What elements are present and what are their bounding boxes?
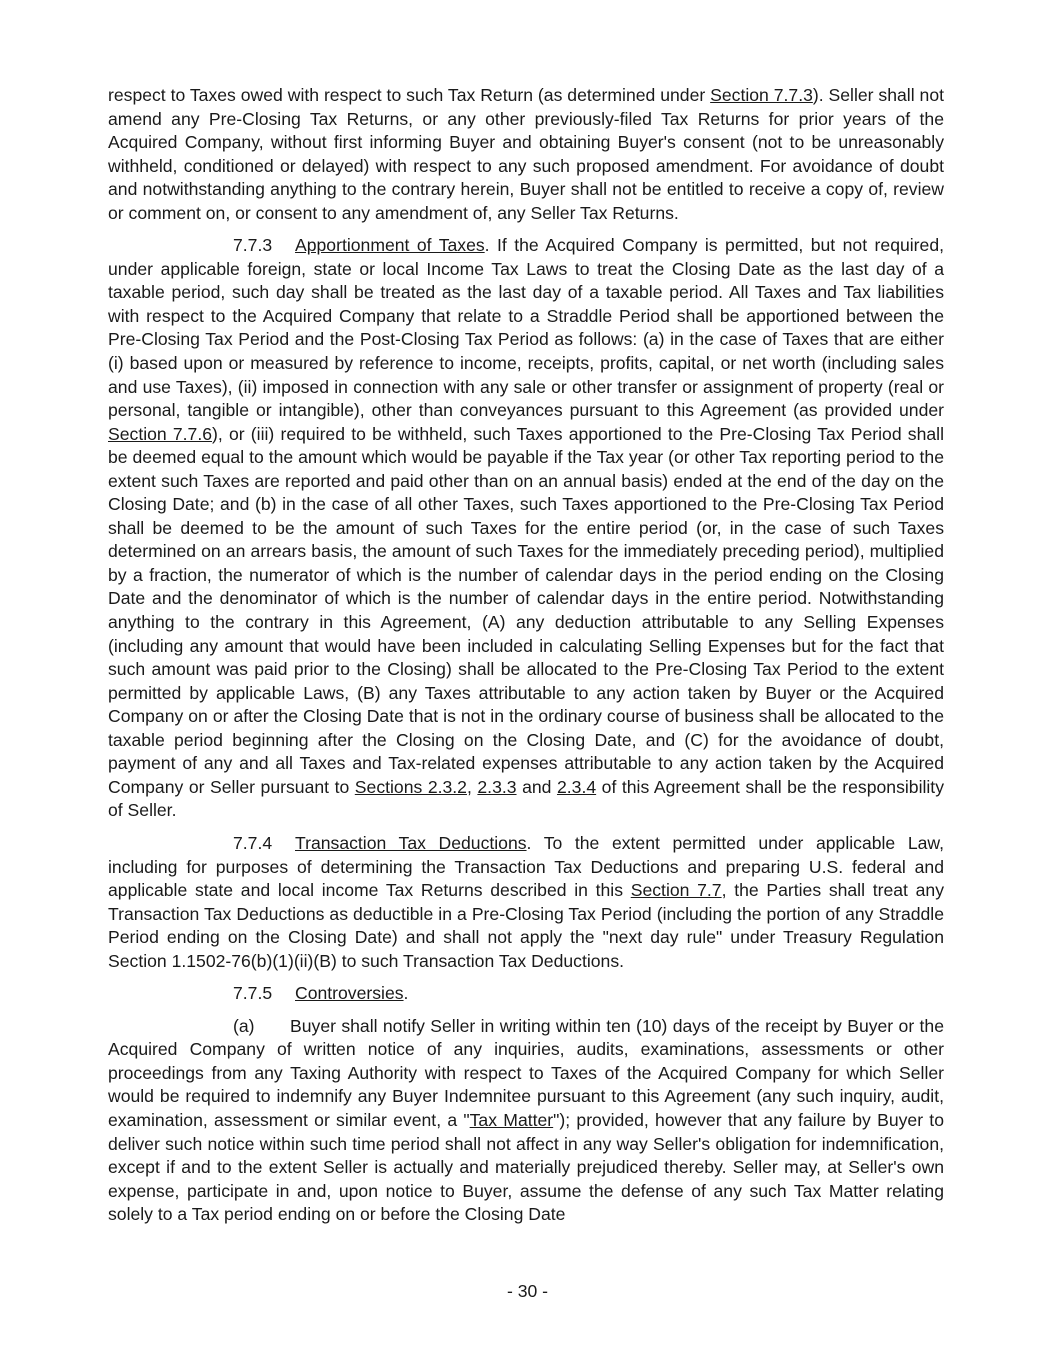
text-run: . If the Acquired Company is permitted, but not required, under applicable foreign, state or local Income Tax Laws to treat the Closing Date as the last day of a taxable period, such day shall be treated as the last day of a taxable period. All Taxes and Tax liabilities with respect to the Acquired Company that relate to a Straddle Period shall be apportioned between the Pre-Closing Tax Period and the Post-Closing Tax Period as follows: (a) in the case of Taxes that are either (i) based upon or measured by reference to income, receipts, profits, capital, or net worth (including sales and use Taxes), (ii) imposed in connection with any sale or other transfer or assignment of property (real or personal, tangible or intangible), other than conveyances pursuant to this Agreement (as provided under: [108, 235, 944, 421]
text-run: Buyer shall notify Seller in writing within ten (10) days of the receipt by Buyer or the Acquired Company of written notice of any inquiries, audits, examinations, assessments or other proceedings from any Taxing Authority with respect to Taxes of the Acquired Company for which Seller would be required to indemnify any Buyer Indemnitee pursuant to this Agreement (any such inquiry, audit, examination, assessment or similar event, a ": [108, 1015, 944, 1130]
paragraph-continuation: [108, 84, 944, 225]
text-run: "); provided, however that any failure by Buyer to deliver such notice within such time period shall not affect in any way Seller's obligation for indemnification, except if and to the extent Seller is actually and materially prejudiced thereby. Seller may, at Seller's own expense, participate in and, upon notice to Buyer, assume the defense of any such Tax Matter relating solely to a Tax period ending on or before the Closing Date: [108, 1109, 944, 1225]
section-heading: Apportionment of Taxes: [295, 235, 485, 256]
document-page: [108, 84, 944, 1236]
text-run: ). Seller shall not amend any Pre-Closing Tax Returns, or any other previously-filed Tax Returns for prior years of the Acquired Company, without first informing Buyer and obtaining Buyer's consent (not to be unreasonably withheld, conditioned or delayed) with respect to any such proposed amendment. For avoidance of doubt and notwithstanding anything to the contrary herein, Buyer shall not be entitled to receive a copy of, review or comment on, or consent to any amendment of, any Seller Tax Returns.: [108, 85, 944, 223]
section-7-7-5-heading: [108, 982, 944, 1006]
section-reference: Section 7.7.6: [108, 423, 213, 444]
section-reference: Section 7.7.3: [710, 85, 813, 105]
text-run: of this Agreement shall be the responsibility of Seller.: [108, 776, 944, 821]
text-run: respect to Taxes owed with respect to such Tax Return (as determined under: [108, 85, 711, 105]
section-reference: 2.3.3: [477, 776, 517, 797]
text-run: , the Parties shall treat any Transaction Tax Deductions as deductible in a Pre-Closing Tax Period (including the portion of any Straddle Period ending on the Closing Date) and shall not apply the "next day rule" under Treasury Regulation Section 1.1502-76(b)(1)(ii)(B) to such Transaction Tax Deductions.: [108, 880, 944, 971]
section-number: 7.7.3: [233, 235, 273, 256]
text-run: and: [516, 776, 557, 797]
text-run: .: [403, 983, 409, 1004]
section-7-7-4-paragraph: [108, 832, 944, 973]
text-run: . To the extent permitted under applicable Law, including for purposes of determining the Transaction Tax Deductions and preparing U.S. federal and applicable state and local income Tax Returns described in this: [108, 832, 945, 901]
section-reference: Section 7.7: [630, 880, 722, 901]
defined-term: Tax Matter: [469, 1109, 554, 1130]
text-run: ), or (iii) required to be withheld, such Taxes apportioned to the Pre-Closing Tax Period shall be deemed equal to the amount which would be payable if the Tax year (or other Tax reporting period to the extent such Taxes are reported and paid other than on an annual basis) ended at the end of the day on the Closing Date; and (b) in the case of all other Taxes, such Taxes apportioned to the Pre-Closing Tax Period shall be deemed to be the amount of such Taxes for the entire period (or, in the case of such Taxes determined on an arrears basis, the amount of such Taxes for the immediately preceding period), multiplied by a fraction, the numerator of which is the number of calendar days in the period ending on the Closing Date and the denominator of which is the number of calendar days in the entire period. Notwithstanding anything to the contrary in this Agreement, (A) any deduction attributable to any Selling Expenses (including any amount that would have been included in calculating Selling Expenses but for the fact that such amount was paid prior to the Closing) shall be allocated to the Pre-Closing Tax Period to the extent permitted by applicable Laws, (B) any Taxes attributable to any action taken by Buyer or the Acquired Company on or after the Closing Date that is not in the ordinary course of business shall be allocated to the taxable period beginning after the Closing on the Closing Date, and (C) for the avoidance of doubt, payment of any and all Taxes and Tax-related expenses attributable to any action taken by the Acquired Company or Seller pursuant to: [108, 423, 944, 797]
page-number: - 30 -: [506, 1281, 549, 1301]
section-reference: 2.3.4: [556, 776, 597, 797]
text-run: ,: [466, 776, 478, 797]
section-reference: Sections 2.3.2: [354, 776, 467, 797]
section-heading: Transaction Tax Deductions: [295, 832, 527, 853]
section-number: 7.7.4: [233, 832, 273, 853]
section-heading: Controversies: [295, 983, 404, 1004]
section-7-7-3-paragraph: [108, 234, 944, 823]
section-7-7-5-a-paragraph: [108, 1015, 944, 1227]
subsection-label: (a): [233, 1015, 255, 1036]
section-number: 7.7.5: [233, 983, 273, 1004]
